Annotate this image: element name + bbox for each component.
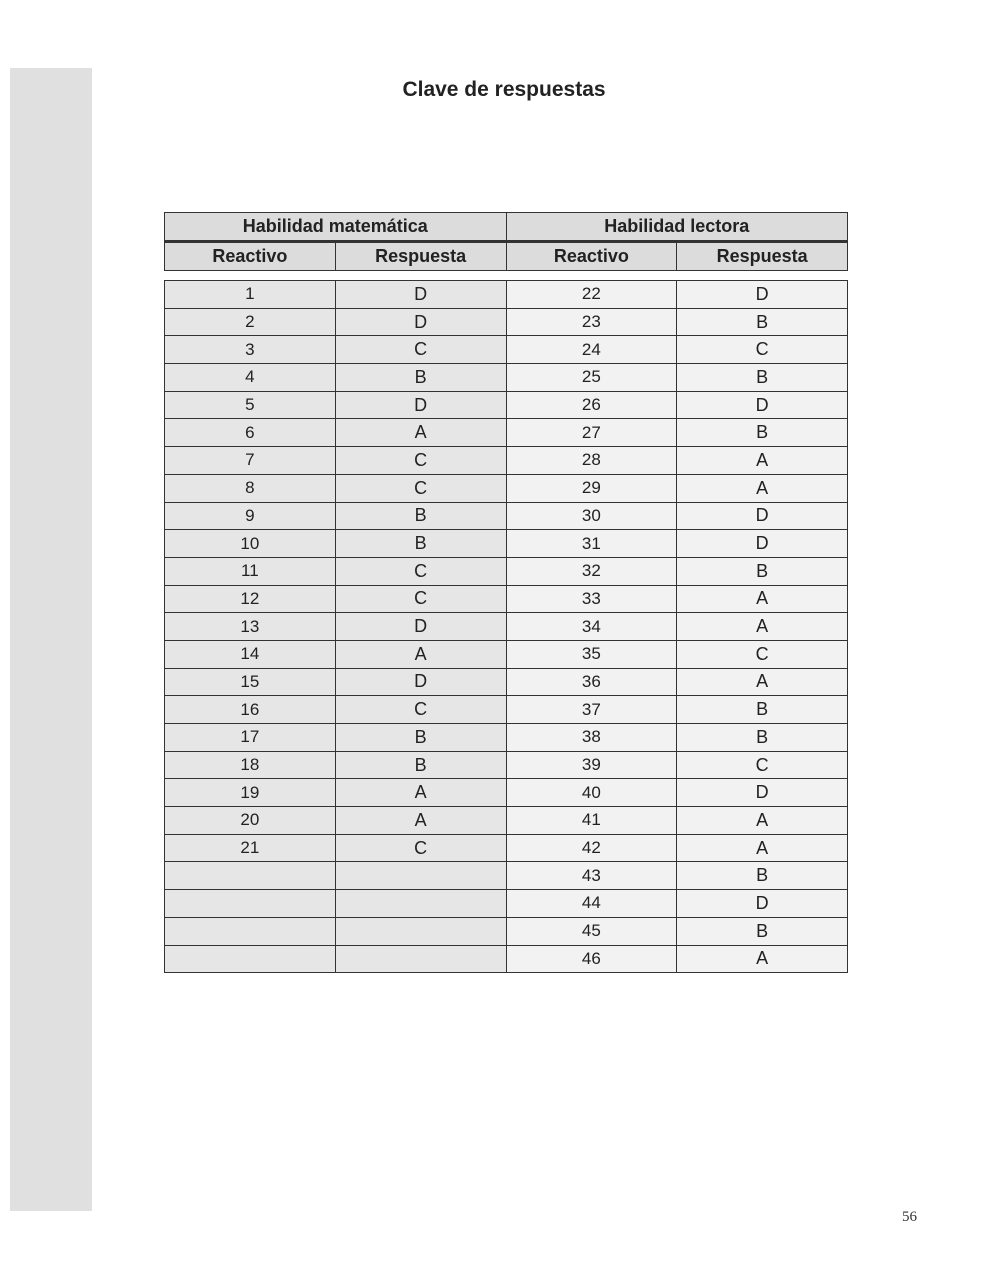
math-answer-cell: B [335, 364, 506, 392]
table-row [165, 391, 848, 419]
reading-answer-cell: A [677, 447, 848, 475]
math-item-cell: 18 [165, 751, 336, 779]
reading-answer-cell: B [677, 364, 848, 392]
reading-item-cell: 36 [506, 668, 677, 696]
page-number: 56 [902, 1209, 917, 1225]
column-header-row [165, 242, 848, 271]
reading-item-cell: 25 [506, 364, 677, 392]
math-item-cell: 17 [165, 724, 336, 752]
reading-answer-cell: A [677, 585, 848, 613]
column-header-math-item: Reactivo [165, 242, 336, 271]
math-answer-cell: A [335, 419, 506, 447]
reading-answer-cell: A [677, 807, 848, 835]
reading-item-cell: 27 [506, 419, 677, 447]
table-row [165, 890, 848, 918]
answer-key-table [164, 280, 848, 973]
reading-item-cell: 40 [506, 779, 677, 807]
math-answer-cell: A [335, 779, 506, 807]
math-answer-cell: B [335, 530, 506, 558]
reading-answer-cell: A [677, 474, 848, 502]
reading-item-cell: 30 [506, 502, 677, 530]
reading-answer-cell: B [677, 862, 848, 890]
table-row [165, 668, 848, 696]
math-answer-cell: C [335, 585, 506, 613]
reading-item-cell: 39 [506, 751, 677, 779]
column-header-reading-item: Reactivo [506, 242, 677, 271]
table-row [165, 530, 848, 558]
math-item-cell: 20 [165, 807, 336, 835]
answer-key-header [164, 212, 848, 271]
math-item-cell: 8 [165, 474, 336, 502]
reading-answer-cell: D [677, 391, 848, 419]
reading-answer-cell: C [677, 336, 848, 364]
math-answer-cell: D [335, 391, 506, 419]
table-row [165, 419, 848, 447]
math-answer-cell: C [335, 557, 506, 585]
reading-item-cell: 37 [506, 696, 677, 724]
reading-answer-cell: B [677, 724, 848, 752]
math-item-cell: 16 [165, 696, 336, 724]
table-row [165, 862, 848, 890]
math-answer-cell: D [335, 668, 506, 696]
table-row [165, 585, 848, 613]
reading-item-cell: 29 [506, 474, 677, 502]
table-row [165, 557, 848, 585]
math-answer-cell: D [335, 308, 506, 336]
math-answer-cell: D [335, 281, 506, 309]
math-item-cell: 7 [165, 447, 336, 475]
math-answer-cell: A [335, 807, 506, 835]
reading-answer-cell: C [677, 640, 848, 668]
math-item-cell: 19 [165, 779, 336, 807]
math-item-cell: 12 [165, 585, 336, 613]
math-item-cell: 6 [165, 419, 336, 447]
table-row [165, 336, 848, 364]
reading-item-cell: 44 [506, 890, 677, 918]
reading-answer-cell: B [677, 419, 848, 447]
table-row [165, 917, 848, 945]
reading-item-cell: 46 [506, 945, 677, 973]
reading-item-cell: 35 [506, 640, 677, 668]
table-row [165, 613, 848, 641]
reading-item-cell: 32 [506, 557, 677, 585]
math-item-cell: 11 [165, 557, 336, 585]
math-answer-cell: C [335, 447, 506, 475]
reading-answer-cell: A [677, 668, 848, 696]
math-item-cell: 5 [165, 391, 336, 419]
group-header-reading: Habilidad lectora [506, 213, 848, 242]
math-item-cell: 10 [165, 530, 336, 558]
math-answer-cell [335, 917, 506, 945]
table-row [165, 696, 848, 724]
math-answer-cell: B [335, 724, 506, 752]
math-answer-cell: B [335, 751, 506, 779]
table-row [165, 447, 848, 475]
page-title: Clave de respuestas [402, 78, 606, 101]
math-item-cell: 1 [165, 281, 336, 309]
side-margin-band [10, 68, 92, 1211]
math-answer-cell: C [335, 336, 506, 364]
reading-answer-cell: D [677, 502, 848, 530]
math-item-cell: 15 [165, 668, 336, 696]
reading-item-cell: 45 [506, 917, 677, 945]
math-answer-cell: D [335, 613, 506, 641]
math-item-cell [165, 862, 336, 890]
math-answer-cell [335, 890, 506, 918]
math-answer-cell: C [335, 834, 506, 862]
reading-answer-cell: D [677, 890, 848, 918]
math-item-cell: 9 [165, 502, 336, 530]
table-row [165, 724, 848, 752]
reading-item-cell: 38 [506, 724, 677, 752]
reading-item-cell: 22 [506, 281, 677, 309]
reading-answer-cell: B [677, 696, 848, 724]
reading-answer-cell: B [677, 557, 848, 585]
reading-item-cell: 23 [506, 308, 677, 336]
column-header-math-answer: Respuesta [335, 242, 506, 271]
math-item-cell: 21 [165, 834, 336, 862]
math-item-cell [165, 890, 336, 918]
math-answer-cell: A [335, 640, 506, 668]
math-answer-cell: B [335, 502, 506, 530]
math-item-cell: 4 [165, 364, 336, 392]
reading-item-cell: 24 [506, 336, 677, 364]
math-item-cell: 14 [165, 640, 336, 668]
table-row [165, 502, 848, 530]
reading-item-cell: 33 [506, 585, 677, 613]
math-answer-cell [335, 862, 506, 890]
reading-answer-cell: B [677, 917, 848, 945]
column-header-reading-answer: Respuesta [677, 242, 848, 271]
group-header-math: Habilidad matemática [165, 213, 507, 242]
math-answer-cell [335, 945, 506, 973]
table-row [165, 779, 848, 807]
reading-item-cell: 31 [506, 530, 677, 558]
math-answer-cell: C [335, 474, 506, 502]
reading-answer-cell: A [677, 834, 848, 862]
reading-answer-cell: C [677, 751, 848, 779]
math-item-cell: 13 [165, 613, 336, 641]
reading-answer-cell: D [677, 281, 848, 309]
table-row [165, 308, 848, 336]
table-row [165, 807, 848, 835]
math-answer-cell: C [335, 696, 506, 724]
reading-item-cell: 41 [506, 807, 677, 835]
reading-item-cell: 34 [506, 613, 677, 641]
table-row [165, 474, 848, 502]
table-row [165, 281, 848, 309]
reading-item-cell: 28 [506, 447, 677, 475]
reading-answer-cell: D [677, 779, 848, 807]
reading-answer-cell: A [677, 613, 848, 641]
reading-item-cell: 42 [506, 834, 677, 862]
math-item-cell [165, 917, 336, 945]
group-header-row [165, 213, 848, 242]
reading-answer-cell: B [677, 308, 848, 336]
table-row [165, 640, 848, 668]
reading-answer-cell: A [677, 945, 848, 973]
table-row [165, 751, 848, 779]
reading-item-cell: 26 [506, 391, 677, 419]
table-row [165, 364, 848, 392]
math-item-cell: 3 [165, 336, 336, 364]
table-row [165, 945, 848, 973]
math-item-cell [165, 945, 336, 973]
math-item-cell: 2 [165, 308, 336, 336]
reading-answer-cell: D [677, 530, 848, 558]
table-row [165, 834, 848, 862]
reading-item-cell: 43 [506, 862, 677, 890]
